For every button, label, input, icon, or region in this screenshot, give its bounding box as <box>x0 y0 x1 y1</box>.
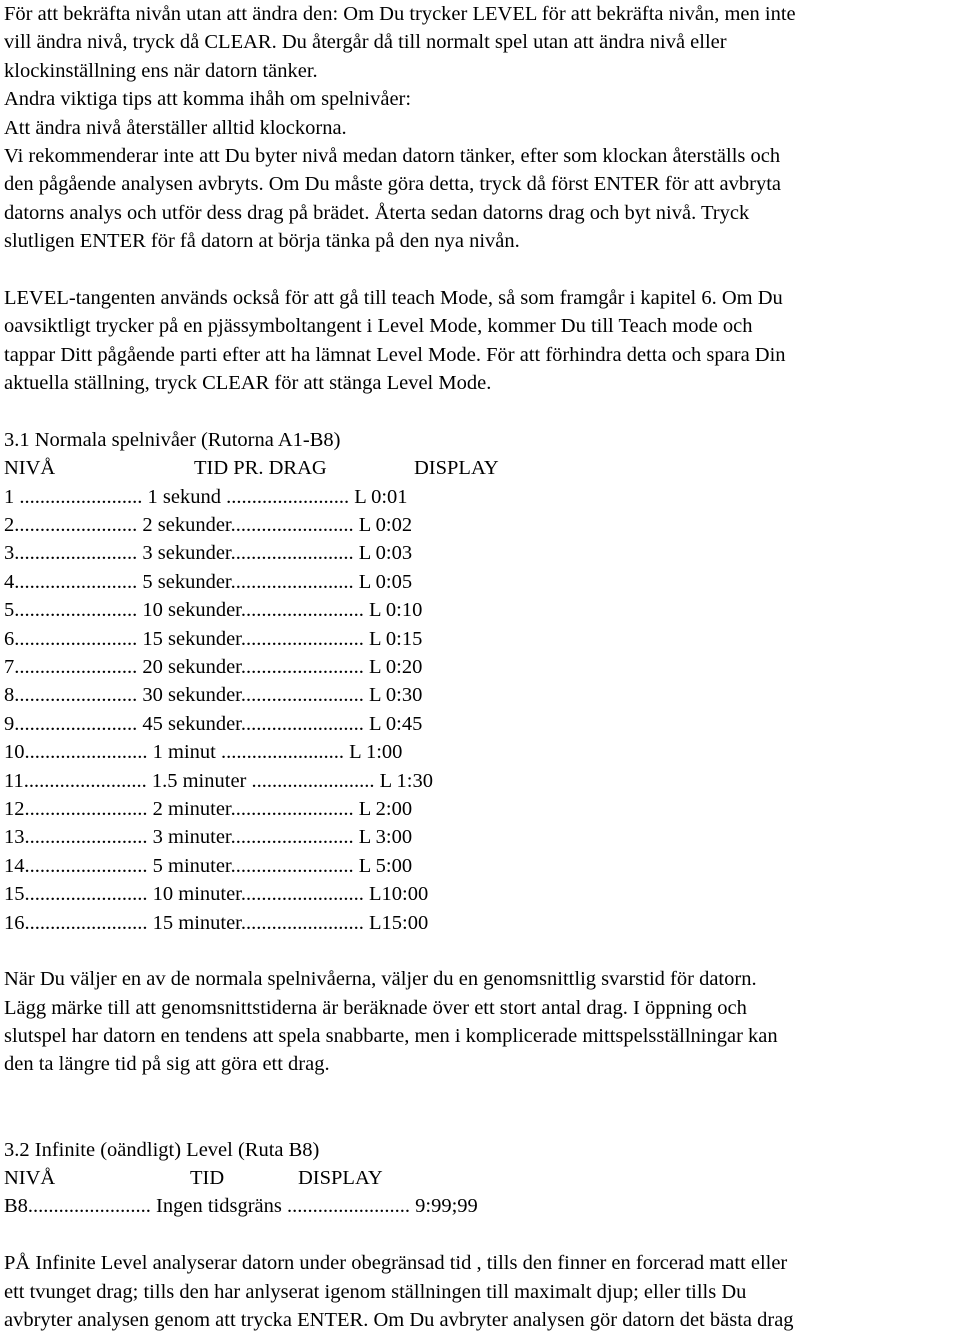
text-line: LEVEL-tangenten används också för att gå till teach Mode, så som framgår i kapitel 6. Om Du <box>4 286 783 309</box>
text-line: PÅ Infinite Level analyserar datorn under obegränsad tid , tills den finner en forcerad matt eller <box>4 1252 788 1275</box>
level-row: 2........................ 2 sekunder........................ L 0:02 <box>4 514 413 537</box>
intro-paragraph <box>4 0 956 256</box>
column-header-tid: TID PR. DRAG <box>194 457 327 480</box>
level-table-header <box>4 454 956 482</box>
level-row: 1 ........................ 1 sekund ........................ L 0:01 <box>4 485 408 508</box>
text-line: vill ändra nivå, tryck då CLEAR. Du återgår då till normalt spel utan att ändra nivå eller <box>4 31 727 54</box>
level-row: 11........................ 1.5 minuter ........................ L 1:30 <box>4 769 433 792</box>
paragraph-gap <box>4 937 956 965</box>
level-row: 13........................ 3 minuter........................ L 3:00 <box>4 826 413 849</box>
paragraph-gap <box>4 397 956 425</box>
section-3-1 <box>4 426 956 937</box>
text-line: slutligen ENTER för få datorn at börja tänka på den nya nivån. <box>4 230 520 253</box>
column-header-niva: NIVÅ <box>4 457 56 480</box>
normal-levels-paragraph <box>4 965 956 1079</box>
text-line: slutspel har datorn en tendens att spela snabbarte, men i komplicerade mittspelsställningar kan <box>4 1025 778 1048</box>
infinite-paragraph <box>4 1249 956 1334</box>
manual-page <box>4 0 956 1334</box>
level-row: 10........................ 1 minut ........................ L 1:00 <box>4 741 403 764</box>
section-3-2 <box>4 1136 956 1221</box>
level-row: 7........................ 20 sekunder........................ L 0:20 <box>4 655 423 678</box>
level-row: 5........................ 10 sekunder........................ L 0:10 <box>4 599 423 622</box>
level-row: 14........................ 5 minuter........................ L 5:00 <box>4 854 413 877</box>
text-line: den ta längre tid på sig att göra ett drag. <box>4 1053 330 1076</box>
text-line: För att bekräfta nivån utan att ändra den: Om Du trycker LEVEL för att bekräfta nivån, men inte <box>4 3 796 25</box>
level-key-paragraph <box>4 284 956 398</box>
level-row: 15........................ 10 minuter........................ L10:00 <box>4 883 429 906</box>
level-row: 16........................ 15 minuter........................ L15:00 <box>4 911 429 934</box>
text-line: oavsiktligt trycker på en pjässymboltangent i Level Mode, kommer Du till Teach mode och <box>4 315 753 338</box>
column-header-niva: NIVÅ <box>4 1167 56 1190</box>
text-line: avbryter analysen genom att trycka ENTER. Om Du avbryter analysen gör datorn det bästa drag <box>4 1308 794 1331</box>
level-row: 6........................ 15 sekunder........................ L 0:15 <box>4 627 423 650</box>
level-row: 12........................ 2 minuter........................ L 2:00 <box>4 797 413 820</box>
text-line: klockinställning ens när datorn tänker. <box>4 59 318 82</box>
text-line: tappar Ditt pågående parti efter att ha lämnat Level Mode. För att förhindra detta och spara Din <box>4 343 786 366</box>
text-line: datorns analys och utför dess drag på brädet. Återta sedan datorns drag och byt nivå. Tryck <box>4 201 750 224</box>
paragraph-gap <box>4 1221 956 1249</box>
paragraph-gap <box>4 1079 956 1136</box>
text-line: aktuella ställning, tryck CLEAR för att stänga Level Mode. <box>4 372 492 395</box>
infinite-level-row: B8........................ Ingen tidsgräns ........................ 9:99;99 <box>4 1195 478 1218</box>
text-line: ett tvunget drag; tills den har anlyserat igenom ställningen till maximalt djup; eller tills Du <box>4 1280 747 1303</box>
text-line: När Du väljer en av de normala spelnivåerna, väljer du en genomsnittlig svarstid för datorn. <box>4 968 757 991</box>
text-line: Vi rekommenderar inte att Du byter nivå medan datorn tänker, efter som klockan återställs och <box>4 144 781 167</box>
column-header-display: DISPLAY <box>298 1167 383 1190</box>
level-row: 9........................ 45 sekunder........................ L 0:45 <box>4 712 423 735</box>
text-line: Andra viktiga tips att komma ihåh om spelnivåer: <box>4 88 412 111</box>
text-line: den pågående analysen avbryts. Om Du måste göra detta, tryck då först ENTER för att avbryta <box>4 173 782 196</box>
level-row: 3........................ 3 sekunder........................ L 0:03 <box>4 542 413 565</box>
level-row: 8........................ 30 sekunder........................ L 0:30 <box>4 684 423 707</box>
paragraph-gap <box>4 256 956 284</box>
level-row: 4........................ 5 sekunder........................ L 0:05 <box>4 570 413 593</box>
infinite-table-header <box>4 1164 956 1192</box>
column-header-tid: TID <box>190 1167 225 1190</box>
text-line: Lägg märke till att genomsnittstiderna är beräknade över ett stort antal drag. I öppning och <box>4 996 747 1019</box>
text-line: Att ändra nivå återställer alltid klockorna. <box>4 116 347 139</box>
column-header-display: DISPLAY <box>414 457 499 480</box>
section-heading: 3.1 Normala spelnivåer (Rutorna A1-B8) <box>4 428 341 451</box>
section-heading: 3.2 Infinite (oändligt) Level (Ruta B8) <box>4 1138 320 1161</box>
